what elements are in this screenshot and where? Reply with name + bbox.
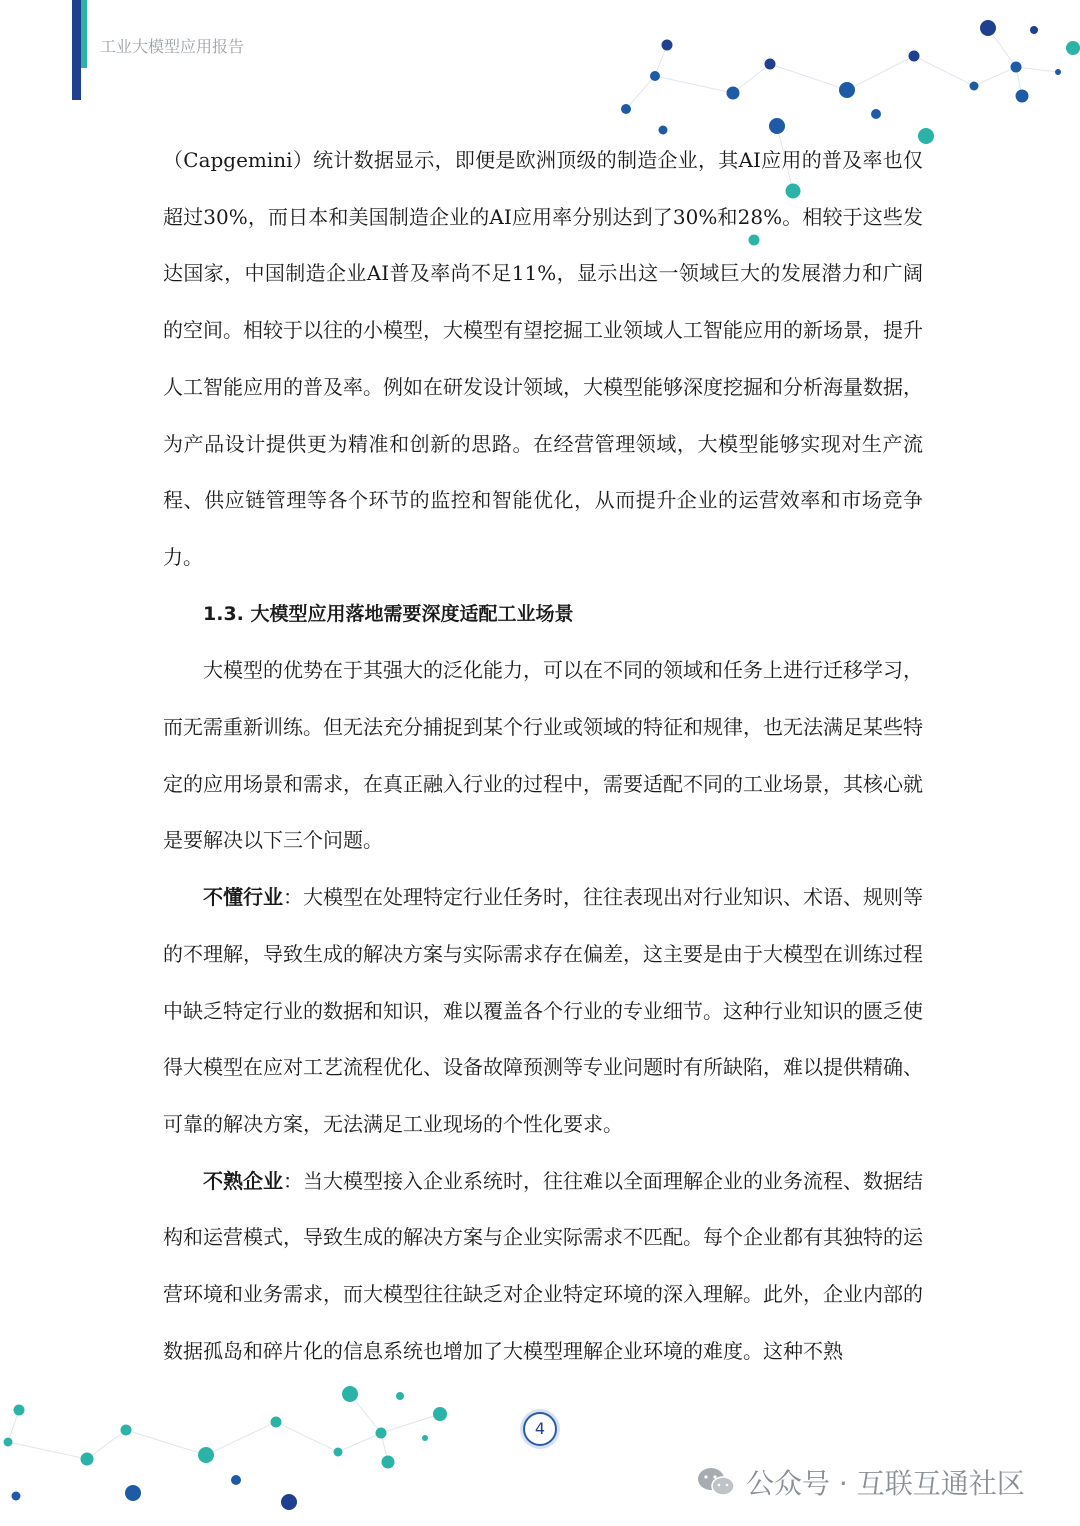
- wechat-icon: [696, 1466, 736, 1498]
- header-accent-stripe: [81, 0, 87, 68]
- paragraph: （Capgemini）统计数据显示，即便是欧洲顶级的制造企业，其AI应用的普及率也仅超过30%，而日本和美国制造企业的AI应用率分别达到了30%和28%。相较于这些发达国家，中国制造企业AI普及率尚不足11%，显示出这一领域巨大的发展潜力和广阔的空间。相较于以往的小模型，大模型有望挖掘工业领域人工智能应用的新场景，提升人工智能应用的普及率。例如在研发设计领域，大模型能够深度挖掘和分析海量数据，为产品设计提供更为精准和创新的思路。在经营管理领域，大模型能够实现对生产流程、供应链管理等各个环节的监控和智能优化，从而提升企业的运营效率和市场竞争力。: [163, 148, 923, 569]
- report-title: 工业大模型应用报告: [100, 37, 245, 56]
- page-number: 4: [523, 1412, 557, 1446]
- header-accent-bar: [72, 0, 81, 100]
- document-body: [163, 132, 923, 1379]
- paragraph-text: ：当大模型接入企业系统时，往往难以全面理解企业的业务流程、数据结构和运营模式，导致生成的解决方案与企业实际需求不匹配。每个企业都有其独特的运营环境和业务需求，而大模型往往缺乏对企业特定环境的深入理解。此外，企业内部的数据孤岛和碎片化的信息系统也增加了大模型理解企业环境的难度。这种不熟: [163, 1168, 923, 1363]
- paragraph-lead-term: 不熟企业: [203, 1168, 283, 1193]
- paragraph: 大模型的优势在于其强大的泛化能力，可以在不同的领域和任务上进行迁移学习，而无需重新训练。但无法充分捕捉到某个行业或领域的特征和规律，也无法满足某些特定的应用场景和需求，在真正融入行业的过程中，需要适配不同的工业场景，其核心就是要解决以下三个问题。: [163, 658, 923, 853]
- network-dots-decoration-bottom: [0, 1370, 460, 1520]
- paragraph: [163, 869, 923, 1153]
- paragraph: [163, 1153, 923, 1380]
- watermark: [696, 1462, 1025, 1502]
- section-heading: 1.3. 大模型应用落地需要深度适配工业场景: [203, 602, 574, 625]
- paragraph-lead-term: 不懂行业: [203, 885, 283, 910]
- watermark-text: 公众号 · 互联互通社区: [746, 1467, 1025, 1500]
- paragraph-text: ：大模型在处理特定行业任务时，往往表现出对行业知识、术语、规则等的不理解，导致生成的解决方案与实际需求存在偏差，这主要是由于大模型在训练过程中缺乏特定行业的数据和知识，难以覆盖各个行业的专业细节。这种行业知识的匮乏使得大模型在应对工艺流程优化、设备故障预测等专业问题时有所缺陷，难以提供精确、可靠的解决方案，无法满足工业现场的个性化要求。: [163, 885, 923, 1136]
